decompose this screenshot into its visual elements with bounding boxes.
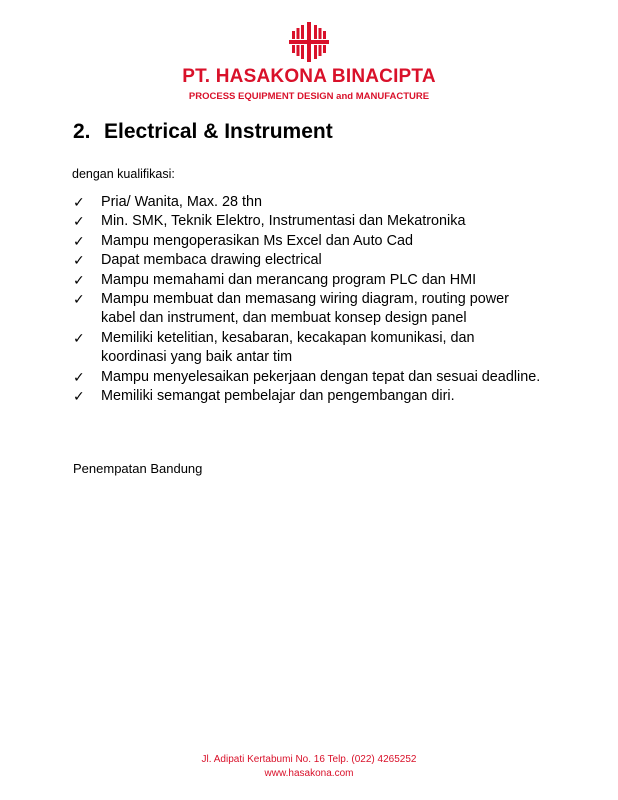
placement-location: Penempatan Bandung xyxy=(73,461,203,476)
list-item xyxy=(73,290,543,329)
company-name: PT. HASAKONA BINACIPTA xyxy=(182,66,436,87)
footer-address: Jl. Adipati Kertabumi No. 16 Telp. (022) 4265252 xyxy=(201,754,417,765)
checkmark-icon: ✓ xyxy=(73,329,85,346)
checkmark-icon: ✓ xyxy=(73,368,85,385)
section-number: 2. xyxy=(73,120,91,143)
list-item xyxy=(73,193,543,212)
list-item-text: Min. SMK, Teknik Elektro, Instrumentasi dan Mekatronika xyxy=(101,213,466,230)
company-tagline: PROCESS EQUIPMENT DESIGN and MANUFACTURE xyxy=(188,91,430,102)
checkmark-icon: ✓ xyxy=(73,252,85,269)
checkmark-icon: ✓ xyxy=(73,291,85,308)
list-item xyxy=(73,251,543,270)
qualification-list xyxy=(73,193,543,406)
list-item-text: Mampu memahami dan merancang program PLC dan HMI xyxy=(101,271,477,288)
section-heading xyxy=(73,120,333,144)
list-item-text: Mampu mengoperasikan Ms Excel dan Auto Cad xyxy=(101,232,413,249)
list-item xyxy=(73,232,543,251)
qualification-intro: dengan kualifikasi: xyxy=(72,167,175,181)
checkmark-icon: ✓ xyxy=(73,194,85,210)
red-double-cross-logo-icon xyxy=(287,20,331,64)
checkmark-icon: ✓ xyxy=(73,271,85,288)
list-item xyxy=(73,387,543,406)
checkmark-icon: ✓ xyxy=(73,232,85,249)
list-item-text: Memiliki ketelitian, kesabaran, kecakapan komunikasi, dan koordinasi yang baik antar tim xyxy=(101,329,475,366)
list-item-text: Mampu membuat dan memasang wiring diagram, routing power kabel dan instrument, dan membuat konsep design panel xyxy=(101,291,509,327)
section-title: Electrical & Instrument xyxy=(104,120,333,143)
list-item xyxy=(73,368,543,387)
list-item xyxy=(73,271,543,290)
list-item xyxy=(73,329,543,368)
list-item-text: Dapat membaca drawing electrical xyxy=(101,252,322,269)
checkmark-icon: ✓ xyxy=(73,388,85,405)
list-item xyxy=(73,212,543,231)
list-item-text: Memiliki semangat pembelajar dan pengembangan diri. xyxy=(101,388,455,405)
list-item-text: Pria/ Wanita, Max. 28 thn xyxy=(101,194,263,210)
footer-website: www.hasakona.com xyxy=(264,768,354,779)
checkmark-icon: ✓ xyxy=(73,213,85,230)
page-footer xyxy=(0,753,618,781)
list-item-text: Mampu menyelesaikan pekerjaan dengan tepat dan sesuai deadline. xyxy=(101,368,541,385)
